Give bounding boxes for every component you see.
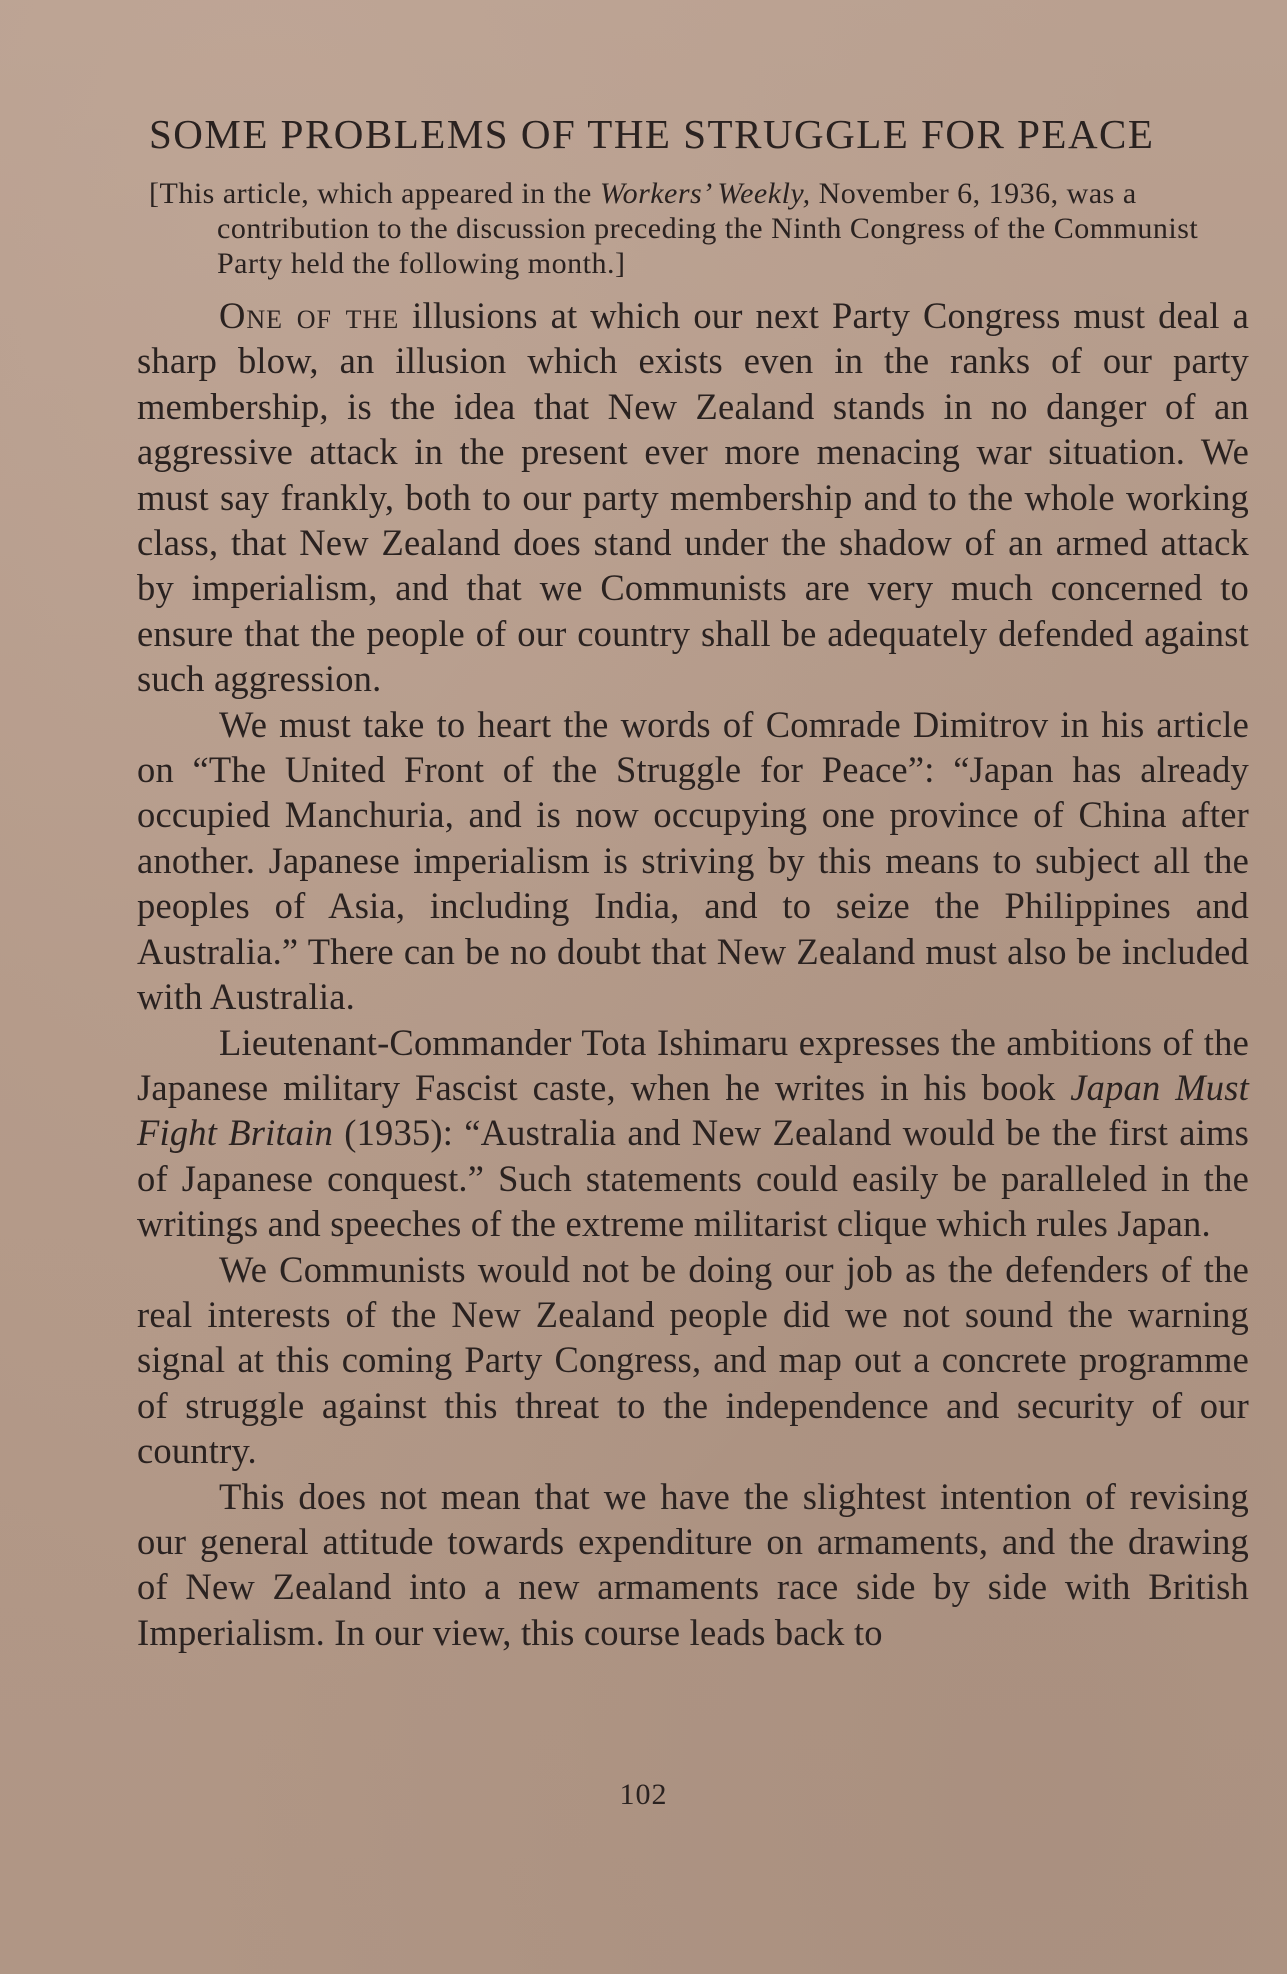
paragraph-1-text: illusions at which our next Party Congress must deal a sharp blow, an illusion which exists even in the ranks of our party membership, is the idea that New Zealand stands in no danger of an aggressive attack in the present ever more menacing war situation. We must say frankly, both to our party membership and to the whole working class, that New Zealand does stand under the shadow of an armed attack by imperialism, and that we Communists are very much concerned to ensure that the people of our country shall be adequately defended against such aggression.	[137, 295, 1249, 700]
page-number: 102	[619, 1778, 668, 1811]
paragraph-1	[137, 293, 1249, 702]
book-title: Japan Must Fight Britain	[137, 1066, 1249, 1154]
paragraph-4: We Communists would not be doing our job as the defenders of the real interests of the New Zealand people did we not sound the warning signal at this coming Party Congress, and map out a concrete programme of struggle against this threat to the independence and security of our country.	[137, 1248, 1249, 1472]
editor-note-after: November 6, 1936, was a contribution to the discussion preceding the Ninth Congress of the Communist Party held the following month.]	[217, 177, 1199, 280]
paragraph-5: This does not mean that we have the slightest intention of revising our general attitude towards expenditure on armaments, and the drawing of New Zealand into a new armaments race side by side with British Imperialism. In our view, this course leads back to	[137, 1475, 1249, 1653]
paragraph-3	[137, 1020, 1249, 1247]
paragraph-3-after: (1935): “Australia and New Zealand would be the first aims of Japanese conquest.” Such statements could easily be paralleled in the writings and speeches of the extreme militarist clique which rules Japan.	[137, 1112, 1249, 1245]
paragraph-1-lead: One of the	[219, 295, 400, 336]
publication-title: Workers’ Weekly,	[599, 177, 811, 210]
paragraph-2: We must take to heart the words of Comrade Dimitrov in his article on “The United Front of the Struggle for Peace”: “Japan has already occupied Manchuria, and is now occupying one province of China after another. Japanese imperialism is striving by this means to subject all the peoples of Asia, including India, and to seize the Philippines and Australia.” There can be no doubt that New Zealand must also be included with Australia.	[137, 703, 1249, 1018]
editor-note-before: [This article, which appeared in the	[149, 177, 600, 210]
paragraph-3-before: Lieutenant-Commander Tota Ishimaru expresses the ambitions of the Japanese military Fascist caste, when he writes in his book	[137, 1021, 1249, 1108]
editor-note	[149, 176, 1249, 281]
running-head: SOME PROBLEMS OF THE STRUGGLE FOR PEACE	[149, 111, 1155, 157]
text-column	[137, 110, 1249, 1655]
